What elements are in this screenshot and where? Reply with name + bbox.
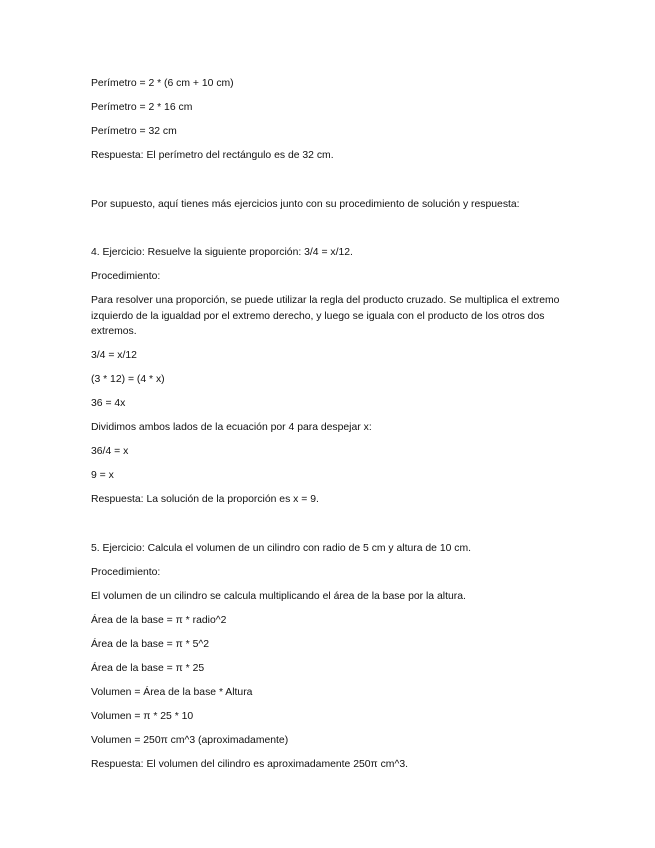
equation-line: Volumen = 250π cm^3 (aproximadamente)	[91, 735, 289, 746]
text-line: Perímetro = 2 * 16 cm	[91, 102, 193, 113]
intro-line: Por supuesto, aquí tienes más ejercicios junto con su procedimiento de solución y respuesta:	[91, 199, 520, 210]
procedure-label: Procedimiento:	[91, 567, 161, 578]
equation-line: Volumen = Área de la base * Altura	[91, 687, 253, 698]
procedure-paragraph: Para resolver una proporción, se puede utilizar la regla del producto cruzado. Se multiplica el extremo izquierdo de la igualdad por el extremo derecho, y luego se iguala con el producto de los otros dos extremos.	[91, 295, 560, 337]
equation-line: Volumen = π * 25 * 10	[91, 711, 194, 722]
text-line: El volumen de un cilindro se calcula multiplicando el área de la base por la altura.	[91, 591, 466, 602]
text-line: Perímetro = 2 * (6 cm + 10 cm)	[91, 78, 234, 89]
equation-line: 36/4 = x	[91, 446, 129, 457]
answer-line: Respuesta: La solución de la proporción es x = 9.	[91, 494, 319, 505]
equation-line: Área de la base = π * radio^2	[91, 615, 227, 626]
exercise-heading: 5. Ejercicio: Calcula el volumen de un cilindro con radio de 5 cm y altura de 10 cm.	[91, 543, 472, 554]
text-line: Perímetro = 32 cm	[91, 126, 177, 137]
equation-line: Área de la base = π * 5^2	[91, 639, 210, 650]
equation-line: Área de la base = π * 25	[91, 663, 205, 674]
answer-line: Respuesta: El volumen del cilindro es aproximadamente 250π cm^3.	[91, 759, 408, 770]
exercise-heading: 4. Ejercicio: Resuelve la siguiente proporción: 3/4 = x/12.	[91, 247, 353, 258]
procedure-label: Procedimiento:	[91, 271, 161, 282]
text-line: Dividimos ambos lados de la ecuación por 4 para despejar x:	[91, 422, 372, 433]
equation-line: (3 * 12) = (4 * x)	[91, 374, 165, 385]
answer-line: Respuesta: El perímetro del rectángulo es de 32 cm.	[91, 150, 334, 161]
equation-line: 9 = x	[91, 470, 114, 481]
equation-line: 36 = 4x	[91, 398, 126, 409]
equation-line: 3/4 = x/12	[91, 350, 137, 361]
